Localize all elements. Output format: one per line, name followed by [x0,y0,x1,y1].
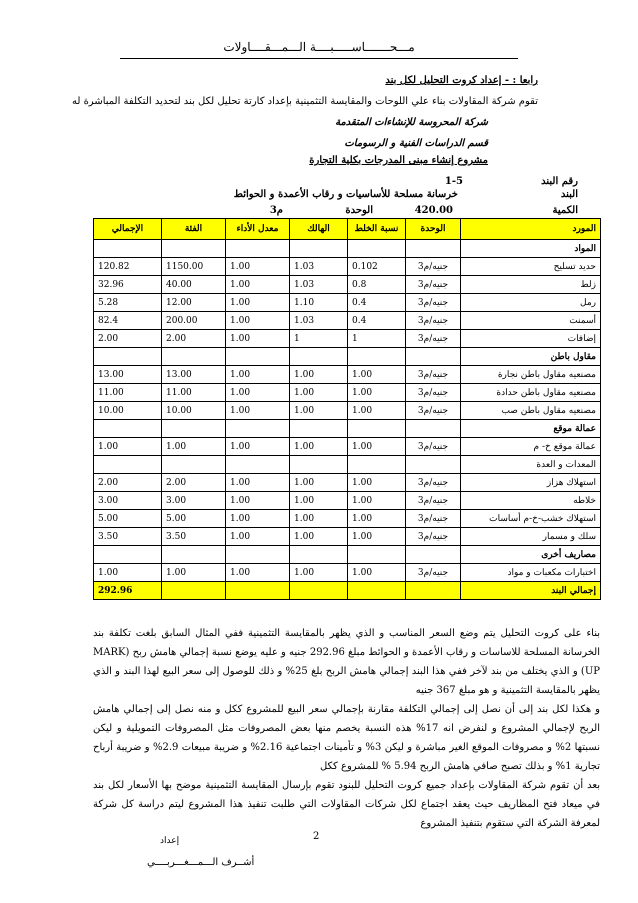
table-cell: 1.00 [226,528,290,546]
total-label: إجمالي البند [461,582,601,600]
empty-cell [348,546,406,564]
item-description: خرسانة مسلحة للأساسيات و رقاب الأعمدة و الحوائط [233,189,458,200]
table-row [94,258,601,276]
total-row [94,582,601,600]
table-cell: 2.00 [162,474,226,492]
table-cell: جنيه/م3 [406,474,461,492]
column-header: الوحدة [406,219,461,240]
table-cell: 1.00 [290,366,348,384]
section-label: المعدات و العدة [461,456,601,474]
table-cell: 1.03 [290,276,348,294]
table-cell: 1.00 [226,510,290,528]
table-cell: عمالة موقع خ- م [461,438,601,456]
table-row [94,312,601,330]
empty-cell [162,420,226,438]
table-cell: رمل [461,294,601,312]
table-row [94,276,601,294]
table-cell: 0.4 [348,294,406,312]
table-cell: استهلاك هزاز [461,474,601,492]
table-cell: جنيه/م3 [406,330,461,348]
paragraph-2: و هكذا لكل بند إلى أن نصل إلى إجمالي التكلفة مقارنة بإجمالي سعر البيع للمشروع ككل و منه نصل إلى إجمالي هامش الربح لإجمالي المشروع و لنفرض انه 17% هذه النسبة يخصم منها بعض المصروفات مثل المصروفات التمويلية و ليكن نسبتها 2% و مصروفات الموقع الغير مباشرة و ليكن 3% و تأمينات اجتماعية 2.16% و ضريبة مبيعات 2.9% و ضريبة أرباح تجارية 1% و بذلك تصبح صافي هامش الربح 5.94 % للمشروع ككل [93,704,601,772]
table-cell: 1.00 [348,402,406,420]
table-cell: 1.00 [226,312,290,330]
table-row [94,330,601,348]
table-cell: 82.4 [94,312,162,330]
column-header: المورد [461,219,601,240]
table-cell: جنيه/م3 [406,366,461,384]
table-cell: 1.00 [348,564,406,582]
table-cell: 1.03 [290,258,348,276]
empty-cell [348,240,406,258]
table-cell: جنيه/م3 [406,510,461,528]
table-cell: 1.00 [226,276,290,294]
table-cell: 1.00 [162,438,226,456]
empty-cell [290,546,348,564]
project-name: مشروع إنشاء مبنى المدرجات بكلية التجارة [309,155,488,166]
table-row [94,438,601,456]
table-cell: 10.00 [94,402,162,420]
table-cell: 1150.00 [162,258,226,276]
table-cell: جنيه/م3 [406,384,461,402]
empty-cell [290,348,348,366]
table-cell: 1.00 [94,564,162,582]
table-cell: 1.00 [290,510,348,528]
table-row [94,564,601,582]
table-cell: 5.28 [94,294,162,312]
table-cell: مصنعيه مقاول باطن حدادة [461,384,601,402]
prepared-by-label: إعداد [160,836,180,846]
empty-cell [162,456,226,474]
table-cell: جنيه/م3 [406,312,461,330]
table-cell: 1.10 [290,294,348,312]
table-cell: 1.00 [226,384,290,402]
table-cell: 1.00 [290,528,348,546]
table-cell: جنيه/م3 [406,294,461,312]
column-header: الهالك [290,219,348,240]
section-row [94,420,601,438]
column-header: نسبة الخلط [348,219,406,240]
unit-label: الوحدة [345,205,373,216]
quantity-value: 420.00 [414,205,453,216]
table-cell: حديد تسليح [461,258,601,276]
table-cell: 1.00 [94,438,162,456]
table-cell: جنيه/م3 [406,492,461,510]
table-cell: 0.102 [348,258,406,276]
empty-cell [226,582,290,600]
table-row [94,294,601,312]
table-cell: 10.00 [162,402,226,420]
table-cell: 1.00 [226,330,290,348]
table-cell: 5.00 [94,510,162,528]
table-cell: 1.00 [348,528,406,546]
table-cell: 2.00 [94,330,162,348]
empty-cell [406,348,461,366]
table-cell: 2.00 [162,330,226,348]
paragraph-3: بعد أن تقوم شركة المقاولات بإعداد جميع كروت التحليل للبنود تقوم بإرسال المقايسة التثمينية موضح بها الأسعار لكل بند في ميعاد فتح المظاريف حيث يعقد اجتماع لكل شركات المقاولات التي طلبت تنفيذ هذا المشروع ليتم دراسة كل شركة لمعرفة الشركة التي ستقوم بتنفيذ المشروع [93,780,600,829]
section-label: مصاريف أخرى [461,546,601,564]
table-cell: 1.00 [290,474,348,492]
table-cell: 1.00 [290,564,348,582]
table-cell: 2.00 [94,474,162,492]
column-header: معدل الأداء [226,219,290,240]
empty-cell [348,456,406,474]
empty-cell [406,546,461,564]
section-row [94,348,601,366]
empty-cell [406,420,461,438]
empty-cell [406,582,461,600]
table-cell: 200.00 [162,312,226,330]
table-cell: 1.00 [290,492,348,510]
table-cell: مصنعيه مقاول باطن نجارة [461,366,601,384]
table-cell: 1.03 [290,312,348,330]
explanation-text [93,624,600,833]
table-cell: 1.00 [348,384,406,402]
table-cell: جنيه/م3 [406,402,461,420]
table-cell: 1.00 [290,438,348,456]
page-header-title: مـــحـــــــاســـــبــــة الـــمـــقــــاولات [223,40,415,54]
section-row [94,240,601,258]
empty-cell [226,420,290,438]
table-cell: 1 [348,330,406,348]
empty-cell [162,582,226,600]
empty-cell [348,582,406,600]
empty-cell [226,546,290,564]
section-row [94,456,601,474]
empty-cell [226,456,290,474]
table-cell: زلط [461,276,601,294]
paragraph-1: بناء على كروت التحليل يتم وضع السعر المناسب و الذي يظهر بالمقايسة التثمينية ففي المثال السابق بلغت تكلفة بند الخرسانة المسلحة للاساسات و رقاب الأعمدة و الحوائط مبلغ 292.96 جنيه و عليه يوضع نسبة إجمالي هامش ربح (MARK UP) و الذي يختلف من بند لآخر ففي هذا البند إجمالي هامش الربح بلغ 25% و ذلك للوصول إلى سعر البيع لهذا البند و الذي يظهر بالمقايسة التثمينية و هو مبلغ 367 جنيه [93,628,600,696]
item-label: البند [560,189,578,200]
table-row [94,402,601,420]
table-cell: 3.50 [162,528,226,546]
table-cell: 1.00 [226,564,290,582]
table-row [94,510,601,528]
column-header: الفئة [162,219,226,240]
empty-cell [290,582,348,600]
empty-cell [94,348,162,366]
table-cell: 1.00 [226,474,290,492]
table-cell: 0.8 [348,276,406,294]
author-name: أشــرف الـــمـــغـــربــــي [147,857,255,868]
table-cell: 5.00 [162,510,226,528]
table-cell: أسمنت [461,312,601,330]
empty-cell [348,348,406,366]
table-cell: 1.00 [290,384,348,402]
table-cell: 0.4 [348,312,406,330]
section-heading: رابعا : - إعداد كروت التحليل لكل بند [385,75,538,86]
table-cell: جنيه/م3 [406,258,461,276]
quantity-label: الكمية [552,205,578,216]
table-cell: 12.00 [162,294,226,312]
empty-cell [226,348,290,366]
table-cell: 3.00 [162,492,226,510]
table-cell: استهلاك خشب-خ-م أساسات [461,510,601,528]
empty-cell [94,546,162,564]
section-intro: تقوم شركة المقاولات بناء علي اللوحات والمقايسة التثمينية بإعداد كارتة تحليل لكل بند لتحديد التكلفة المباشرة له [71,96,538,107]
company-name: شركة المحروسة للإنشاءات المتقدمة [335,117,488,128]
table-cell: 1.00 [226,402,290,420]
table-row [94,492,601,510]
table-cell: 1.00 [226,258,290,276]
table-cell: اختبارات مكعبات و مواد [461,564,601,582]
table-cell: 1.00 [348,366,406,384]
section-label: مقاول باطن [461,348,601,366]
table-cell: 1.00 [348,438,406,456]
table-cell: 3.00 [94,492,162,510]
total-value: 292.96 [94,582,162,600]
table-cell: 1.00 [348,510,406,528]
table-cell: 13.00 [94,366,162,384]
table-cell: سلك و مسمار [461,528,601,546]
item-number-label: رقم البند [541,176,578,187]
empty-cell [162,348,226,366]
table-cell: 1.00 [290,402,348,420]
empty-cell [94,456,162,474]
table-cell: 1.00 [226,366,290,384]
column-header: الإجمالي [94,219,162,240]
empty-cell [162,240,226,258]
table-cell: 11.00 [162,384,226,402]
section-row [94,546,601,564]
table-cell: جنيه/م3 [406,528,461,546]
header-divider [120,58,518,59]
empty-cell [162,546,226,564]
table-cell: 1.00 [226,294,290,312]
table-cell: جنيه/م3 [406,276,461,294]
table-header-row [94,219,601,240]
empty-cell [94,240,162,258]
analysis-table [93,218,601,600]
empty-cell [290,240,348,258]
table-cell: جنيه/م3 [406,438,461,456]
table-cell: 120.82 [94,258,162,276]
table-cell: 1 [290,330,348,348]
empty-cell [226,240,290,258]
table-cell: 13.00 [162,366,226,384]
table-row [94,366,601,384]
table-cell: 11.00 [94,384,162,402]
empty-cell [94,420,162,438]
empty-cell [348,420,406,438]
table-cell: 1.00 [348,474,406,492]
empty-cell [290,420,348,438]
table-cell: خلاطه [461,492,601,510]
table-cell: 32.96 [94,276,162,294]
empty-cell [406,240,461,258]
table-cell: 1.00 [226,492,290,510]
table-cell: إضافات [461,330,601,348]
table-cell: 40.00 [162,276,226,294]
table-row [94,384,601,402]
table-row [94,474,601,492]
item-number-value: 1-5 [444,176,463,187]
page-number: 2 [313,831,320,842]
table-cell: 1.00 [348,492,406,510]
empty-cell [290,456,348,474]
department-name: قسم الدراسات الفنية و الرسومات [344,138,488,149]
table-cell: 1.00 [226,438,290,456]
table-row [94,528,601,546]
table-cell: 3.50 [94,528,162,546]
table-cell: مصنعيه مقاول باطن صب [461,402,601,420]
unit-value: م3 [269,205,283,216]
table-cell: 1.00 [162,564,226,582]
section-label: عمالة موقع [461,420,601,438]
table-cell: جنيه/م3 [406,564,461,582]
section-label: المواد [461,240,601,258]
empty-cell [406,456,461,474]
